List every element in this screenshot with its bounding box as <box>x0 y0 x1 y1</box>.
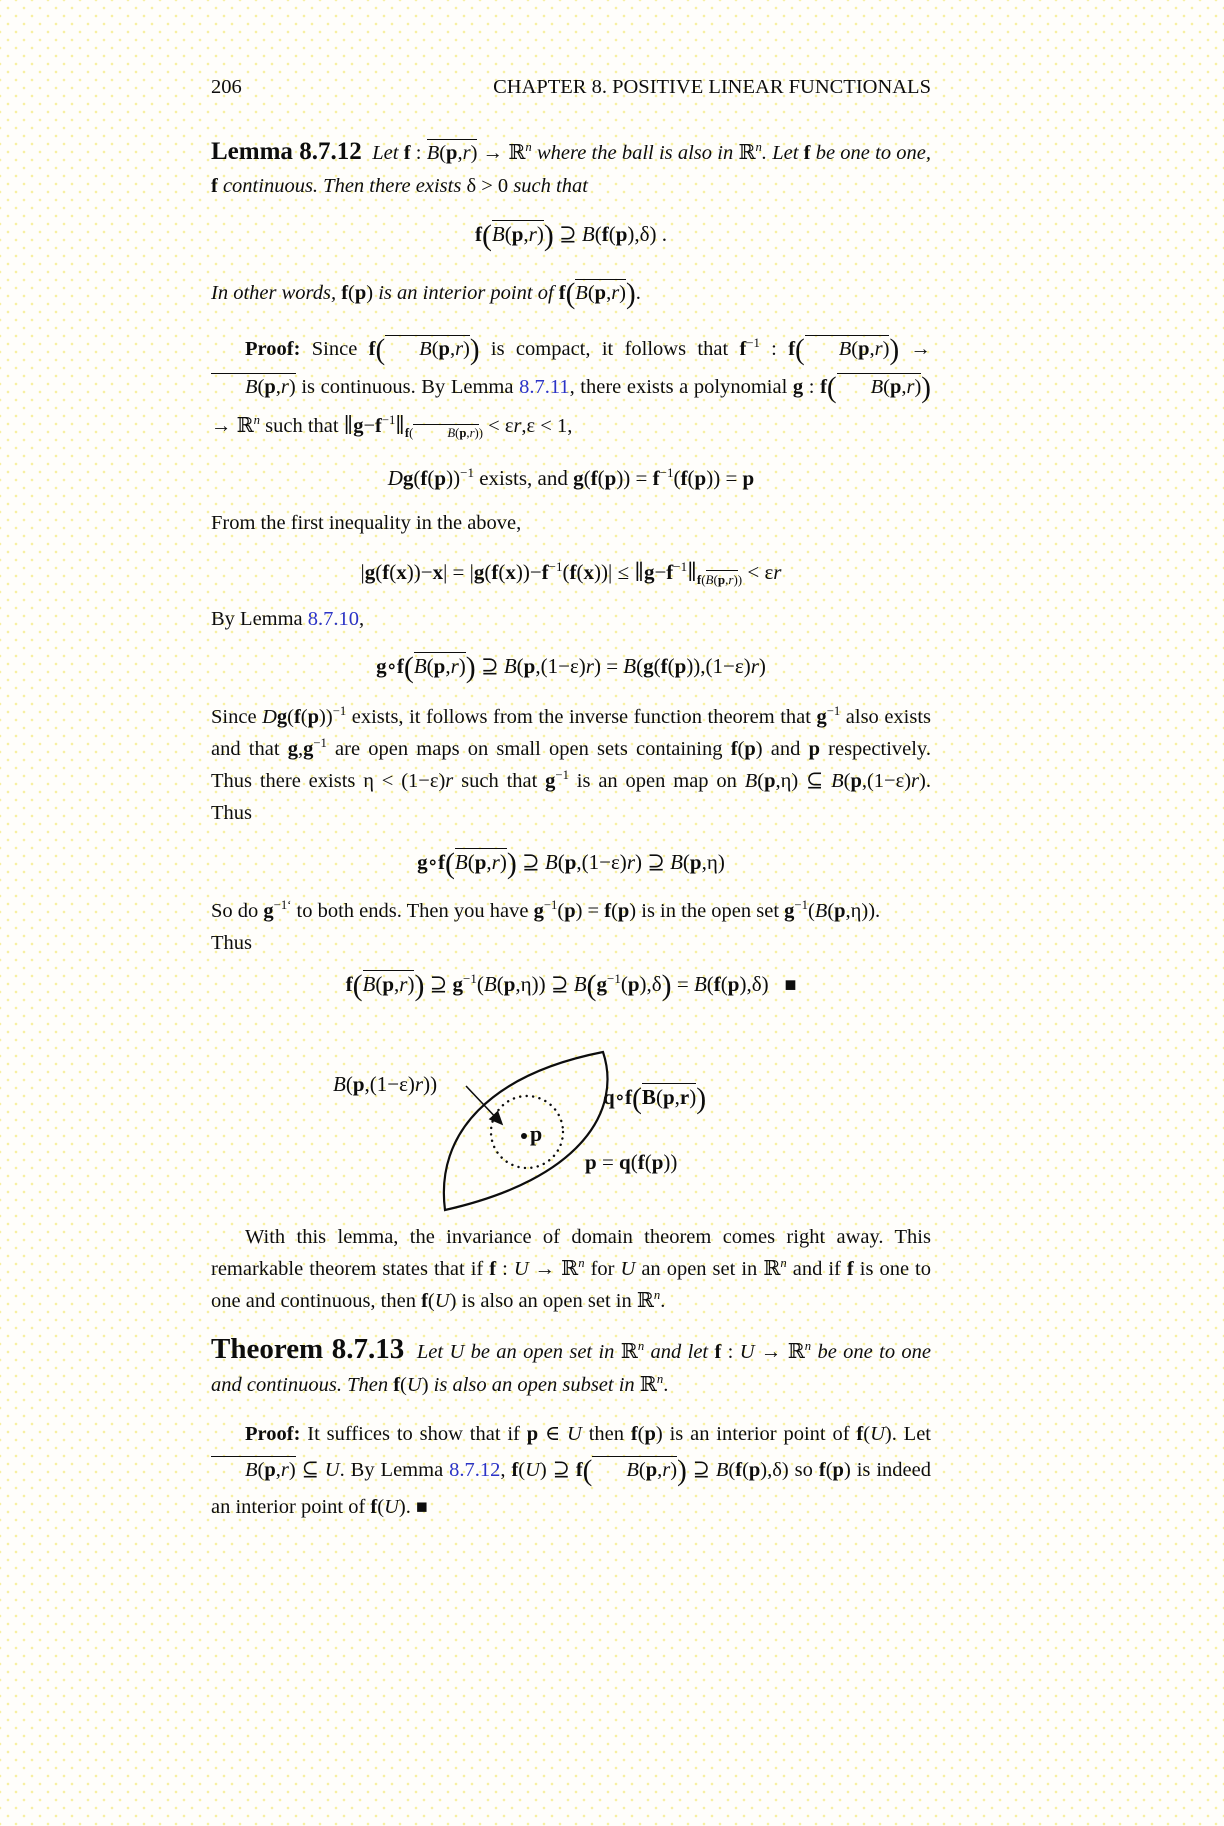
in-other-words-paragraph: In other words, f(p) is an interior point of f(B(p,r)). <box>211 277 641 310</box>
cross-reference-link[interactable]: 8.7.12 <box>449 1458 501 1481</box>
proof-1-paragraph: Proof: Since f( B(p,r)) is compact, it follows that $f^{-1}$ : f( B(p,r)) → B(p,r) is continuous. By Lemma 8.7.11, there exists a polynomial g : f( B(p,r)) → ℝ$^n$ such that $\parallel g-f^{-1}\parallel_{f( B(p,r))} < \varepsilon r,\varepsilon < 1$, <box>211 333 931 441</box>
cross-reference-link[interactable]: 8.7.11 <box>519 376 570 399</box>
cross-reference-link[interactable]: 8.7.10 <box>307 608 360 631</box>
theorem-title: Theorem 8.7.13 <box>211 1332 405 1365</box>
point-p-dot <box>521 1133 527 1139</box>
figure-label-p: p <box>530 1120 543 1146</box>
so-do-paragraph: So do $g^{-1‘}$ to both ends. Then you have $g^{-1}(p) = f(p)$ is in the open set $g^{-1}(B(p,\eta))$. Thus <box>211 898 881 954</box>
equation-final-qed: f(B(p,r)) ⊇ $g^{-1}(B(p,\eta))$ ⊇ $B(g^{-1}(p),\delta) = B(f(p),\delta)$ ■ <box>345 968 797 1002</box>
text-column <box>211 76 931 1826</box>
lens-figure <box>333 1035 733 1223</box>
equation-norm-inequality: $|g(f(x))-x| = |g(f(x))-f^{-1}(f(x))|$ ≤ $\parallel g-f^{-1}\parallel_{f(B(p,r))} < \varepsilon r$ <box>360 559 782 588</box>
from-first-inequality-paragraph: From the first inequality in the above, <box>211 512 522 535</box>
by-lemma-paragraph: By Lemma 8.7.10, <box>211 608 365 631</box>
running-header <box>211 76 931 99</box>
theorem-statement: Let U be an open set in ℝ$^n$ and let f : U → ℝ$^n$ be one to one and continuous. Then f(U) is also an open subset in ℝ$^n$. <box>211 1339 932 1396</box>
lemma-title: Lemma 8.7.12 <box>211 138 362 165</box>
chapter-title: CHAPTER 8. POSITIVE LINEAR FUNCTIONALS <box>493 76 931 98</box>
figure-label-p-equals: p = q(f(p)) <box>585 1149 678 1174</box>
with-this-lemma-paragraph: With this lemma, the invariance of domain theorem comes right away. This remarkable theorem states that if f : U → ℝ$^n$ for U an open set in ℝ$^n$ and if f is one to one and continuous, then f(U) is also an open set in ℝ$^n$. <box>211 1225 932 1312</box>
proof-2-paragraph: Proof: It suffices to show that if p ∈ U then f(p) is an interior point of f(U). Let B(p,r) ⊆ U. By Lemma 8.7.12, f(U) ⊇ f( B(p,r)) ⊇ B(f(p),δ) so f(p) is indeed an interior point of f(U). ■ <box>211 1422 931 1518</box>
lemma-statement: Let f : B(p,r) → ℝ$^n$ where the ball is also in ℝ$^n$. Let f be one to one, f continuous. Then there exists δ > 0 such that <box>211 140 932 197</box>
equation-gof-superset: g∘f(B(p,r)) ⊇ B(p,(1−ε)r) = B(g(f(p)),(1−ε)r) <box>376 651 766 685</box>
dotted-ball-circle <box>491 1096 563 1168</box>
figure-label-ball: B(p,(1−ε)r)) <box>333 1071 438 1096</box>
lemma-8-7-12 <box>211 135 931 203</box>
since-dg-paragraph: Since $Dg(f(p))^{-1}$ exists, it follows from the inverse function theorem that $g^{-1}$ also exists and that $g,g^{-1}$ are open maps on small open sets containing f(p) and p respectively. Thus there exists η < (1−ε)r such that $g^{-1}$ is an open map on B(p,η) ⊆ B(p,(1−ε)r). Thus <box>211 704 932 825</box>
theorem-8-7-13 <box>211 1333 931 1402</box>
equation-gof-eta: g∘f(B(p,r)) ⊇ B(p,(1−ε)r) ⊇ B(p,η) <box>417 846 725 880</box>
equation-f-superset: f(B(p,r)) ⊇ B(f(p),δ) . <box>474 218 668 252</box>
bottom-whitespace <box>211 1526 931 1826</box>
lens-outline <box>444 1052 608 1210</box>
equation-dg-exists: $Dg(f(p))^{-1}$ exists, and $g(f(p)) = f^{-1}(f(p)) = p$ <box>387 465 755 491</box>
page-number: 206 <box>211 76 242 98</box>
figure-label-qof: q∘f(B(p,r)) <box>603 1081 707 1115</box>
